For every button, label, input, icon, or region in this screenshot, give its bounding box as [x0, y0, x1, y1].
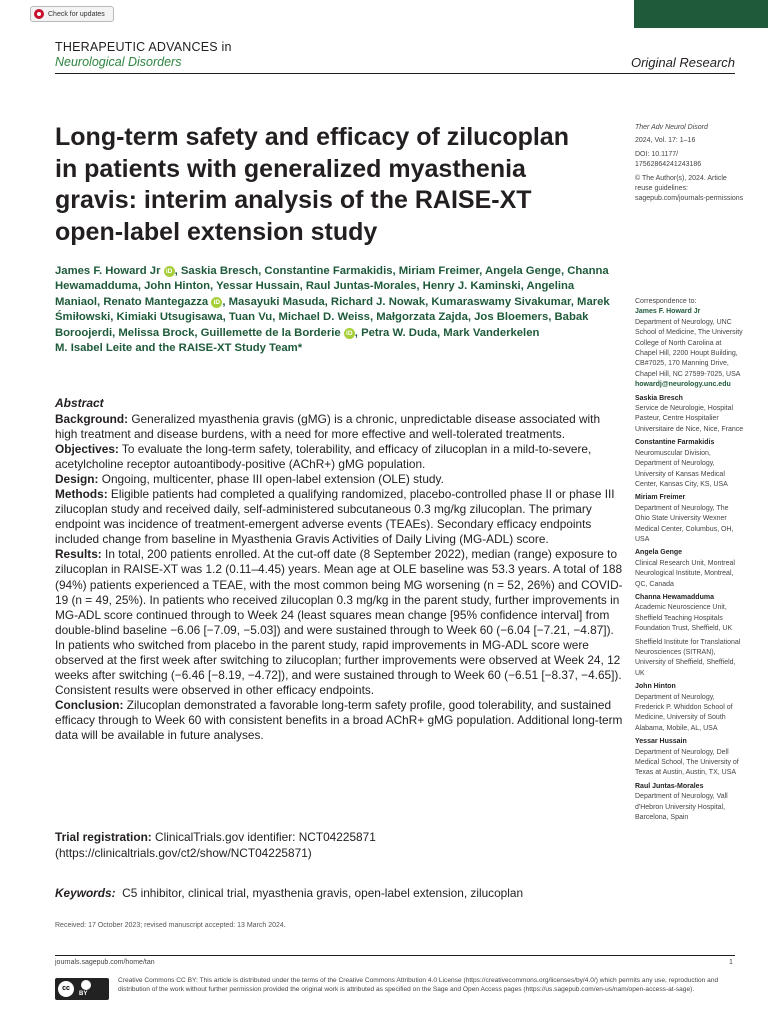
abstract-body: [55, 412, 623, 743]
trial-label: Trial registration:: [55, 830, 152, 844]
cc-by-license-badge[interactable]: [55, 978, 109, 1000]
orcid-icon[interactable]: iD: [211, 297, 222, 308]
results-label: Results:: [55, 547, 102, 562]
sidebar-correspondence: [635, 297, 745, 827]
methods-label: Methods:: [55, 487, 108, 502]
license-text: Creative Commons CC BY: This article is distributed under the terms of the Creative Commons Attribution 4.0 License (https://creativecommons.org/licenses/by/4.0/) which permits any use, reproduction and distribution of the work without further permission provided the original work is attributed as specified on the Sage and Open Access pages (https://us.sagepub.com/en-us/nam/open-access-at-sage).: [118, 977, 719, 993]
abstract-conclusion: [55, 698, 623, 743]
sidebar-meta: [635, 123, 745, 208]
journal-subtitle: Neurological Disorders: [55, 55, 182, 69]
methods-text: Eligible patients had completed a qualifying randomized, placebo-controlled phase II or phase III zilucoplan study and received daily, self-administered subcutaneous 0.3 mg/kg zilucoplan. The primary endpoint was incidence of treatment-emergent adverse events (TEAEs). Secondary efficacy endpoints included change from baseline in Myasthenia Gravis Activities of Daily Living (MG-ADL) score.: [55, 487, 615, 547]
correspondence-address: Department of Neurology, UNC School of Medicine, The University College of North Carolina at Chapel Hill, 2200 Houpt Building, CB#7025, 170 Manning Drive, Chapel Hill, NC 27599-7025, USA: [635, 318, 743, 378]
background-text: Generalized myasthenia gravis (gMG) is a chronic, unpredictable disease associated with high treatment and disease burdens, with a need for more effective and well-tolerated treatments.: [55, 412, 601, 442]
affiliation-author-name: Miriam Freimer: [635, 494, 686, 502]
affiliation-text: Department of Neurology, Vall d'Hebron University Hospital, Barcelona, Spain: [635, 793, 728, 822]
design-label: Design:: [55, 472, 99, 487]
author-text-2: , Saskia Bresch, Constantine Farmakidis, Miriam Freimer, Angela Genge, Channa Hewamadduma, John Hinton, Yessar Hussain, Raul Juntas-Morales, Henry J. Kaminski, Angelina Maniaol, Renato Mantegazza: [55, 265, 609, 308]
copyright: © The Author(s), 2024. Article reuse guidelines: sagepub.com/journals-permissions: [635, 174, 744, 203]
affiliation-text: Department of Neurology, Dell Medical School, The University of Texas at Austin, Austin, TX, USA: [635, 748, 739, 777]
objectives-text: To evaluate the long-term safety, tolerability, and efficacy of zilucoplan in a mild-to-severe, acetylcholine receptor autoantibody-positive (AChR+) gMG population.: [55, 442, 592, 472]
affiliation-author-name: Channa Hewamadduma: [635, 593, 714, 601]
author-text-4: , Petra W. Duda, Mark Vanderkelen: [354, 326, 540, 339]
check-updates-label: Check for updates: [48, 11, 105, 18]
affiliation-author-name: Raul Juntas-Morales: [635, 782, 704, 790]
journal-color-bar: [634, 0, 768, 28]
affiliation-text: Department of Neurology, The Ohio State University Wexner Medical Center, Columbus, OH, USA: [635, 504, 734, 543]
correspondence-name: James F. Howard Jr: [635, 308, 701, 316]
objectives-label: Objectives:: [55, 442, 119, 457]
keywords-label: Keywords:: [55, 886, 116, 900]
conclusion-label: Conclusion:: [55, 697, 124, 712]
author-text-5: M. Isabel Leite and the RAISE-XT Study Team*: [55, 342, 303, 355]
abstract-results: [55, 547, 623, 697]
affiliation-text: Clinical Research Unit, Montreal Neurological Institute, Montreal, QC, Canada: [635, 559, 735, 588]
trial-text[interactable]: ClinicalTrials.gov identifier: NCT04225871 (https://clinicaltrials.gov/ct2/show/NCT04225871): [55, 830, 376, 860]
affiliation-item: [635, 782, 745, 824]
crossmark-icon: [34, 9, 44, 19]
affiliation-item: [635, 548, 745, 590]
attribution-icon: [81, 980, 91, 990]
affiliation-text: Department of Neurology, Frederick P. Whiddon School of Medicine, University of South Alabama, Mobile, AL, USA: [635, 693, 733, 732]
correspondence-email[interactable]: howardj@neurology.unc.edu: [635, 381, 731, 389]
design-text: Ongoing, multicenter, phase III open-label extension (OLE) study.: [98, 472, 444, 487]
page-number: 1: [729, 959, 733, 966]
orcid-icon[interactable]: iD: [164, 266, 175, 277]
check-for-updates-button[interactable]: [30, 6, 114, 22]
correspondence-label: Correspondence to:: [635, 298, 697, 305]
affiliation-item: [635, 493, 745, 545]
affiliation-author-name: Constantine Farmakidis: [635, 439, 715, 447]
conclusion-text: Zilucoplan demonstrated a favorable long-term safety profile, good tolerability, and sustained efficacy through to Week 60 with consistent benefits in a broad AChR+ gMG population. Additional long-term data will be available in future analyses.: [55, 697, 623, 742]
affiliation-text: Sheffield Institute for Translational Neurosciences (SITRAN), University of Sheffield, Sheffield, UK: [635, 638, 741, 677]
affiliation-list: [635, 394, 745, 824]
abstract-design: [55, 472, 623, 487]
affiliation-item: [635, 737, 745, 779]
author-text-3: , Masayuki Masuda, Richard J. Nowak, Kumaraswamy Sivakumar, Marek Śmiłowski, Kimiaki Utsugisawa, Tuan Vu, Michael D. Weiss, Małgorzata Zajda, Jos Bloemers, Babak Boroojerdi, Melissa Brock, Guillemette de la Borderie: [55, 295, 610, 339]
doi[interactable]: DOI: 10.1177/ 17562864241243186: [635, 150, 702, 169]
author-list: [55, 264, 615, 356]
keywords-text: C5 inhibitor, clinical trial, myasthenia gravis, open-label extension, zilucoplan: [122, 886, 524, 900]
journal-name: THERAPEUTIC ADVANCES in: [55, 40, 232, 54]
affiliation-item: [635, 638, 745, 680]
results-text: In total, 200 patients enrolled. At the cut-off date (8 September 2022), median (range) exposure to zilucoplan in RAISE-XT was 1.2 (0.11–4.45) years. Mean age at OLE baseline was 53.3 years. A total of 188 (94%) patients experienced a TEAE, with the most common being MG worsening (n = 52, 26%) and COVID-19 (n = 49, 25%). In patients who received zilucoplan 0.3 mg/kg in the parent study, further improvements in MG-ADL score continued through to Week 24 (least squares mean change [95% confidence interval] from double-blind baseline −6.06 [−7.09, −5.03]) and were sustained through to Week 60 (−6.04 [−7.21, −4.87]). In patients who switched from placebo in the parent study, rapid improvements in MG-ADL score were observed at the first week after switching to zilucoplan; further improvements were observed at Week 24, 12 weeks after switching (−6.46 [−8.19, −4.72]), and were sustained through to Week 60 (−6.51 [−8.37, −4.65]). Consistent results were observed in other efficacy endpoints.: [55, 547, 623, 697]
by-label: BY: [79, 991, 88, 997]
footer-divider: [55, 955, 735, 956]
affiliation-item: [635, 394, 745, 436]
affiliation-author-name: John Hinton: [635, 683, 676, 691]
affiliation-text: Academic Neuroscience Unit, Sheffield Teaching Hospitals Foundation Trust, Sheffield, UK: [635, 604, 733, 633]
abstract-heading: Abstract: [55, 396, 104, 410]
orcid-icon[interactable]: iD: [344, 328, 355, 339]
author-text-1: James F. Howard Jr: [55, 265, 161, 277]
affiliation-author-name: Yessar Hussain: [635, 738, 687, 746]
background-label: Background:: [55, 412, 129, 426]
article-title: Long-term safety and efficacy of zilucoplan in patients with generalized myasthenia gravis: interim analysis of the RAISE-XT open-label extension study: [55, 123, 569, 246]
abstract-background: [55, 412, 623, 442]
affiliation-item: [635, 682, 745, 734]
journal-abbreviation: Ther Adv Neurol Disord: [635, 124, 708, 131]
affiliation-author-name: Saskia Bresch: [635, 394, 683, 402]
journal-url[interactable]: journals.sagepub.com/home/tan: [55, 959, 155, 966]
abstract-methods: [55, 487, 623, 547]
affiliation-item: [635, 593, 745, 635]
trial-registration: [55, 830, 615, 861]
received-dates: Received: 17 October 2023; revised manuscript accepted: 13 March 2024.: [55, 922, 286, 929]
cc-icon: cc: [58, 981, 74, 997]
keywords: [55, 886, 615, 900]
abstract-objectives: [55, 442, 623, 472]
article-type: Original Research: [630, 55, 735, 70]
affiliation-author-name: Angela Genge: [635, 549, 683, 557]
affiliation-text: Service de Neurologie, Hospital Pasteur, Centre Hospitalier Universitaire de Nice, Nice, France: [635, 405, 744, 433]
affiliation-item: [635, 438, 745, 490]
header-divider: [55, 73, 735, 74]
volume-info: 2024, Vol. 17: 1–16: [635, 137, 696, 145]
affiliation-text: Neuromuscular Division, Department of Neurology, University of Kansas Medical Center, Kansas City, KS, USA: [635, 449, 728, 488]
